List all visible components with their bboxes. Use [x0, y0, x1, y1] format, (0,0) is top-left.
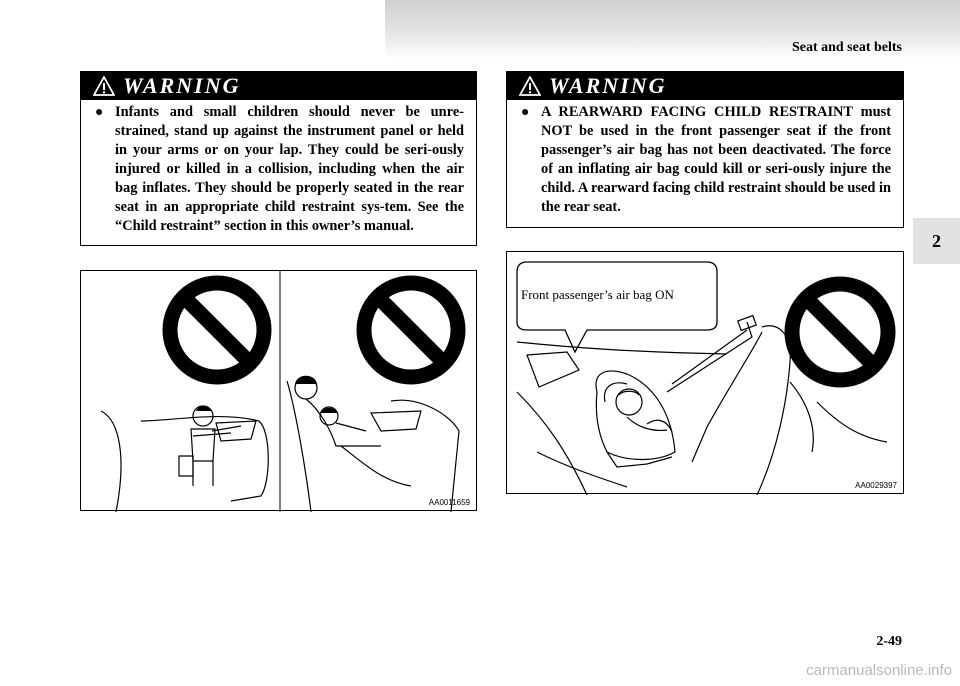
warning-box-infants: [80, 71, 477, 246]
warning-text: A REARWARD FACING CHILD RESTRAINT must NOT be used in the front passenger seat if the front passenger’s air bag has not been deactivated. The force of an inflating air bag could kill or seri-ously injure the child. A rearward facing child restraint should be used in the rear seat.: [541, 104, 891, 215]
warning-triangle-icon: [519, 76, 541, 96]
prohibition-sign-icon: [364, 283, 458, 377]
warning-body: [81, 100, 476, 236]
watermark: carmanualsonline.info: [806, 662, 952, 679]
prohibition-sign-icon: [170, 283, 264, 377]
chapter-tab: 2: [913, 218, 960, 264]
figure-unrestrained-children: [80, 270, 477, 511]
warning-title: WARNING: [549, 73, 667, 98]
figure-rearward-child-seat: [506, 251, 904, 494]
bullet-icon: ●: [521, 105, 530, 120]
figure-code: AA0011659: [428, 498, 470, 507]
warning-triangle-icon: [93, 76, 115, 96]
warning-box-rearward-restraint: [506, 71, 904, 228]
warning-title: WARNING: [123, 73, 241, 98]
prohibition-sign-icon: [792, 284, 888, 380]
speech-bubble-text: Front passenger’s air bag ON: [521, 287, 674, 302]
warning-header: [507, 72, 903, 100]
bullet-icon: ●: [95, 105, 104, 120]
illustration-children-unrestrained: [81, 271, 478, 512]
page-number: 2-49: [876, 634, 902, 649]
figure-code: AA0029397: [855, 481, 897, 490]
warning-body: [507, 100, 903, 217]
warning-header: [81, 72, 476, 100]
warning-text: Infants and small children should never be unre-strained, stand up against the instrument panel or held in your arms or on your lap. They could be seri-ously injured or killed in a collision, including when the air bag inflates. They should be properly seated in the rear seat in an appropriate child restraint sys-tem. See the “Child restraint” section in this owner’s manual.: [115, 104, 464, 234]
section-title: Seat and seat belts: [791, 40, 902, 55]
